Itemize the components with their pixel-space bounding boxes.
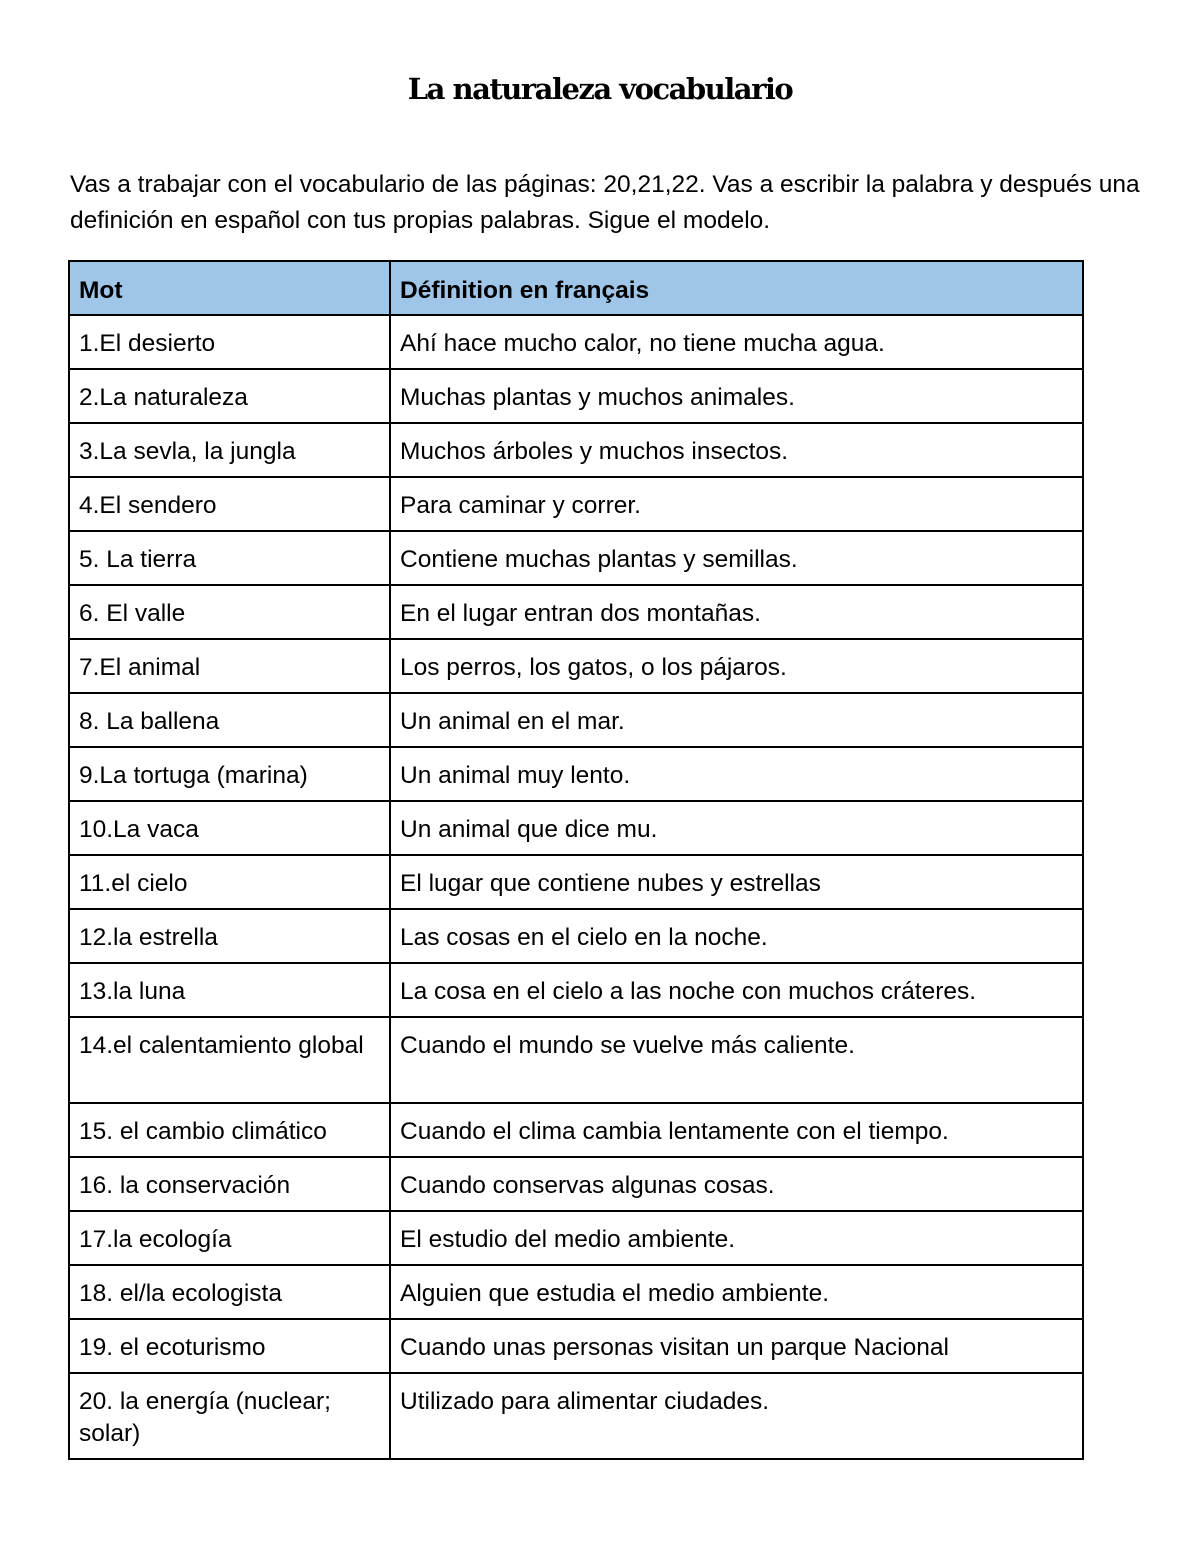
definition-cell: Un animal en el mar. [390,693,1083,747]
definition-cell: Alguien que estudia el medio ambiente. [390,1265,1083,1319]
word-cell: 2.La naturaleza [69,369,390,423]
definition-cell: Cuando conservas algunas cosas. [390,1157,1083,1211]
definition-cell: La cosa en el cielo a las noche con muchos cráteres. [390,963,1083,1017]
vocabulary-table [68,260,1084,1460]
word-cell: 1.El desierto [69,315,390,369]
word-cell: 5. La tierra [69,531,390,585]
table-row [69,747,1083,801]
word-cell: 3.La sevla, la jungla [69,423,390,477]
table-row [69,1157,1083,1211]
table-row [69,369,1083,423]
table-row [69,1103,1083,1157]
table-row [69,909,1083,963]
definition-cell: El estudio del medio ambiente. [390,1211,1083,1265]
table-row [69,531,1083,585]
definition-cell: En el lugar entran dos montañas. [390,585,1083,639]
table-row [69,855,1083,909]
word-cell: 17.la ecología [69,1211,390,1265]
instructions-paragraph: Vas a trabajar con el vocabulario de las páginas: 20,21,22. Vas a escribir la palabra y después una definición en español con tus propias palabras. Sigue el modelo. [70,171,1140,234]
table-row [69,1265,1083,1319]
definition-cell: Las cosas en el cielo en la noche. [390,909,1083,963]
table-row [69,693,1083,747]
word-cell: 8. La ballena [69,693,390,747]
table-row [69,1017,1083,1103]
table-row [69,585,1083,639]
header-word: Mot [69,261,390,315]
definition-cell: Contiene muchas plantas y semillas. [390,531,1083,585]
word-cell: 20. la energía (nuclear; solar) [69,1373,390,1459]
definition-cell: Un animal muy lento. [390,747,1083,801]
word-cell: 15. el cambio climático [69,1103,390,1157]
page-title: La naturaleza vocabulario [407,72,793,106]
table-row [69,963,1083,1017]
table-row [69,801,1083,855]
word-cell: 16. la conservación [69,1157,390,1211]
word-cell: 10.La vaca [69,801,390,855]
header-definition: Définition en français [390,261,1083,315]
definition-cell: Muchas plantas y muchos animales. [390,369,1083,423]
definition-cell: Un animal que dice mu. [390,801,1083,855]
table-row [69,423,1083,477]
definition-cell: Cuando el mundo se vuelve más caliente. [390,1017,1083,1103]
table-row [69,1211,1083,1265]
definition-cell: Para caminar y correr. [390,477,1083,531]
word-cell: 7.El animal [69,639,390,693]
word-cell: 9.La tortuga (marina) [69,747,390,801]
table-row [69,315,1083,369]
word-cell: 13.la luna [69,963,390,1017]
definition-cell: Cuando el clima cambia lentamente con el tiempo. [390,1103,1083,1157]
word-cell: 11.el cielo [69,855,390,909]
table-row [69,639,1083,693]
table-row [69,1319,1083,1373]
word-cell: 12.la estrella [69,909,390,963]
word-cell: 18. el/la ecologista [69,1265,390,1319]
word-cell: 14.el calentamiento global [69,1017,390,1103]
definition-cell: Utilizado para alimentar ciudades. [390,1373,1083,1459]
definition-cell: Cuando unas personas visitan un parque Nacional [390,1319,1083,1373]
table-row [69,477,1083,531]
word-cell: 19. el ecoturismo [69,1319,390,1373]
word-cell: 4.El sendero [69,477,390,531]
table-header-row [69,261,1083,315]
definition-cell: Ahí hace mucho calor, no tiene mucha agua. [390,315,1083,369]
table-row [69,1373,1083,1459]
definition-cell: Muchos árboles y muchos insectos. [390,423,1083,477]
definition-cell: El lugar que contiene nubes y estrellas [390,855,1083,909]
word-cell: 6. El valle [69,585,390,639]
definition-cell: Los perros, los gatos, o los pájaros. [390,639,1083,693]
